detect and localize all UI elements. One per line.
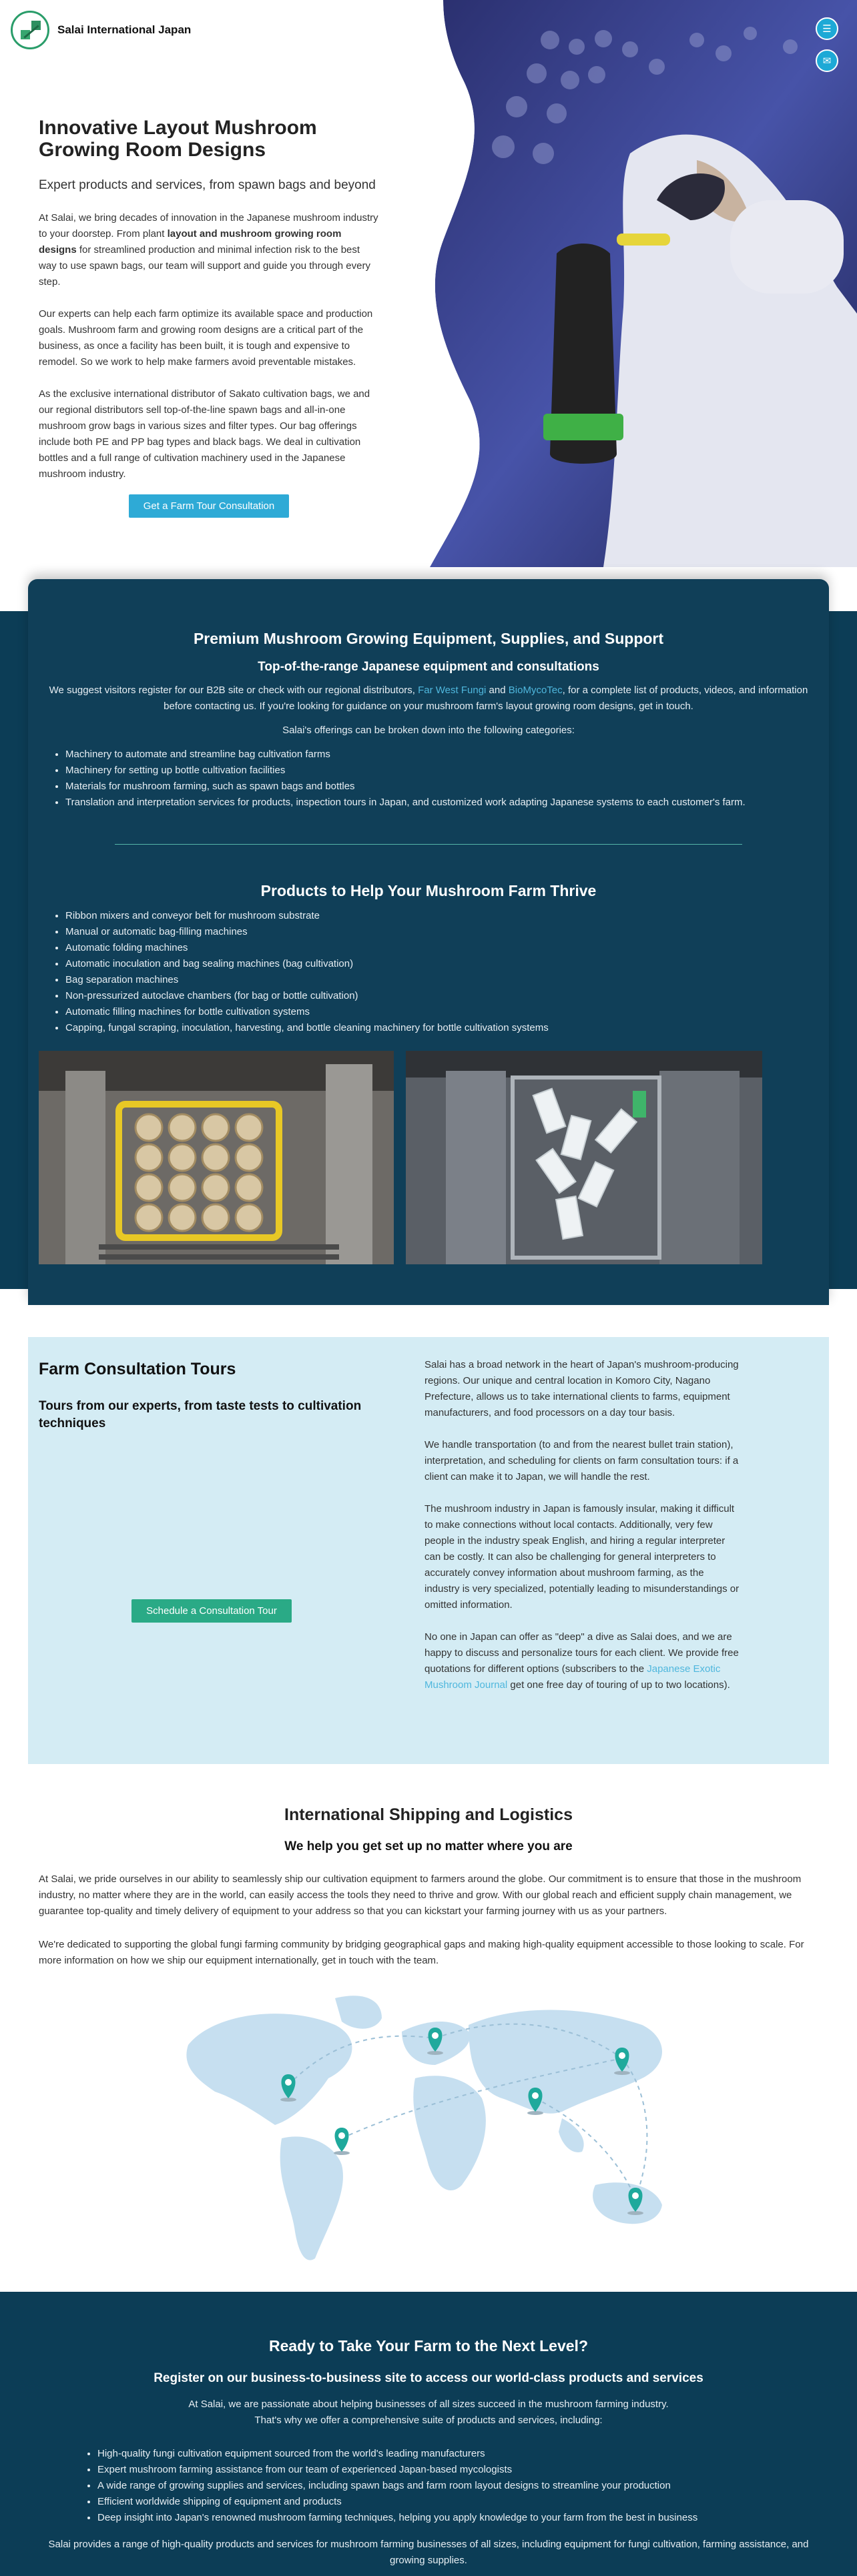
bottle-machine-photo: [39, 1051, 394, 1264]
shipping-title: International Shipping and Logistics: [284, 1805, 573, 1824]
premium-card: [28, 579, 829, 1305]
site-header: [0, 0, 427, 60]
ready-section: [0, 2292, 857, 2576]
side-icons: [816, 17, 838, 81]
list-item: • A wide range of growing supplies and services, including spawn bags and farm room layout designs to streamline your production: [97, 2478, 857, 2494]
list-item: • Bag separation machines: [65, 972, 818, 988]
hero-title: Innovative Layout Mushroom Growing Room Designs: [39, 117, 317, 161]
premium-title: Premium Mushroom Growing Equipment, Supplies, and Support: [193, 630, 664, 647]
schedule-tour-button[interactable]: Schedule a Consultation Tour: [131, 1599, 292, 1623]
list-item: • High-quality fungi cultivation equipment sourced from the world's leading manufacturers: [97, 2446, 857, 2462]
list-item: • Capping, fungal scraping, inoculation, harvesting, and bottle cleaning machinery for bottle cultivation systems: [65, 1020, 818, 1036]
divider: [115, 844, 742, 845]
menu-icon[interactable]: ☰: [816, 17, 838, 40]
offerings-list: [65, 747, 818, 811]
ready-list: [97, 2446, 857, 2526]
hero-paragraph-1: At Salai, we bring decades of innovation in the Japanese mushroom industry to your doorstep. From plant layout and mushroom growing room designs for streamlined production and minimal infection risk to the best way to use spawn bags, our team will support and guide you through every step.: [39, 212, 378, 288]
premium-paragraph-1: We suggest visitors register for our B2B site or check with our regional distributors, Far West Fungi and BioMycoTec, for a complete list of products, videos, and information before contacting us. If you're looking for guidance on your mushroom farm's layout growing room designs, get in touch.: [49, 685, 808, 712]
list-item: • Non-pressurized autoclave chambers (for bag or bottle cultivation): [65, 988, 818, 1004]
ready-title: Ready to Take Your Farm to the Next Level?: [268, 2337, 588, 2354]
machinery-photos: [39, 1051, 829, 1264]
shipping-section: [0, 1805, 857, 2278]
list-item: • Deep insight into Japan's renowned mushroom farming techniques, helping you apply knowledge to your farm from the best in business: [97, 2510, 857, 2526]
bag-machine-photo: [406, 1051, 762, 1264]
list-item: • Ribbon mixers and conveyor belt for mushroom substrate: [65, 908, 818, 924]
consult-subtitle: Tours from our experts, from taste tests to cultivation techniques: [39, 1399, 362, 1430]
list-item: • Manual or automatic bag-filling machines: [65, 924, 818, 940]
hero-paragraph-3: As the exclusive international distributor of Sakato cultivation bags, we and our regional distributors sell top-of-the-line spawn bags and all-in-one mushroom grow bags in various sizes and filter types. Our bag offerings include both PE and PP bag types and black bags. We deal in cultivation bottles and a full range of cultivation machinery used in the Japanese mushroom industry.: [39, 388, 370, 480]
consult-title: Farm Consultation Tours: [39, 1360, 236, 1378]
far-west-fungi-link[interactable]: Far West Fungi: [418, 685, 487, 696]
list-item: • Translation and interpretation services for products, inspection tours in Japan, and customized work adapting Japanese systems to each customer's farm.: [65, 795, 818, 811]
premium-subtitle: Top-of-the-range Japanese equipment and consultations: [258, 660, 599, 674]
farm-tour-button[interactable]: Get a Farm Tour Consultation: [129, 494, 289, 518]
hero-subtitle: Expert products and services, from spawn bags and beyond: [39, 178, 376, 192]
ready-subtitle: Register on our business-to-business site to access our world-class products and services: [154, 2371, 703, 2385]
list-item: • Machinery for setting up bottle cultivation facilities: [65, 763, 818, 779]
list-item: • Automatic filling machines for bottle cultivation systems: [65, 1004, 818, 1020]
shipping-subtitle: We help you get set up no matter where you are: [284, 1839, 573, 1853]
ready-footer-text: Salai provides a range of high-quality products and services for mushroom farming businesses of all sizes, including equipment for fungi cultivation, farming assistance, and growing supplies.: [48, 2539, 809, 2566]
list-item: • Expert mushroom farming assistance from our team of experienced Japan-based mycologists: [97, 2462, 857, 2478]
list-item: • Automatic folding machines: [65, 940, 818, 956]
consult-paragraph-3: The mushroom industry in Japan is famously insular, making it difficult to make connections without local contacts. Additionally, very few people in the industry speak English, and hiring a regular interpreter can be costly. It can also be challenging for general interpreters to accurately convey information about mushroom farming, as the industry is very specialized, potentially leading to misunderstandings or omitted information.: [424, 1503, 740, 1611]
list-item: • Efficient worldwide shipping of equipment and products: [97, 2494, 857, 2510]
products-title: Products to Help Your Mushroom Farm Thrive: [260, 882, 597, 899]
shipping-paragraph-2: We're dedicated to supporting the global fungi farming community by bridging geographical gaps and making high-quality equipment accessible to those looking to scale. For more information on how we ship our equipment internationally, get in touch with the team.: [39, 1939, 804, 1966]
hero-section: [0, 0, 857, 567]
journal-link[interactable]: Japanese Exotic Mushroom Journal: [424, 1663, 721, 1691]
hero-paragraph-2: Our experts can help each farm optimize its available space and production goals. Mushroom farm and growing room designs are a critical part of the business, as once a facility has been built, it is tough and expensive to remodel. So we work to help make farmers avoid preventable mistakes.: [39, 308, 373, 368]
premium-section: [0, 611, 857, 1289]
logo-icon[interactable]: [11, 11, 49, 49]
consult-paragraph-2: We handle transportation (to and from the nearest bullet train station), interpretation, and scheduling for clients on farm consultation tours: if a client can make it to Japan, we will handle the rest.: [424, 1439, 739, 1482]
list-item: • Machinery to automate and streamline bag cultivation farms: [65, 747, 818, 763]
products-list: [65, 908, 818, 1036]
premium-paragraph-2: Salai's offerings can be broken down into the following categories:: [282, 725, 575, 736]
hero-photo-worker: [416, 0, 857, 567]
brand-name[interactable]: Salai International Japan: [57, 23, 192, 36]
shipping-paragraph-1: At Salai, we pride ourselves in our ability to seamlessly ship our cultivation equipment to farmers around the globe. Our commitment is to ensure that those in the mushroom industry, no matter where they are in the world, can easily access the tools they need to thrive and grow. With our global reach and efficient supply chain management, we guarantee top-quality and timely delivery of equipment to your address so that you can kickstart your farming journey with us as your partners.: [39, 1873, 802, 1917]
list-item: • Materials for mushroom farming, such as spawn bags and bottles: [65, 779, 818, 795]
consult-paragraph-1: Salai has a broad network in the heart of Japan's mushroom-producing regions. Our unique and central location in Komoro City, Nagano Prefecture, allows us to take international clients to farms, equipment manufacturers, and food processors on a day tour basis.: [424, 1359, 739, 1418]
mail-icon[interactable]: ✉: [816, 49, 838, 72]
consult-section: [28, 1337, 829, 1764]
consult-paragraph-4: No one in Japan can offer as "deep" a dive as Salai does, and we are happy to discuss and personalize tours for each client. We provide free quotations for different options (subscribers to the Japanese Exotic Mushroom Journal get one free day of touring of up to two locations).: [424, 1631, 739, 1691]
ready-paragraph-1: At Salai, we are passionate about helping businesses of all sizes succeed in the mushroom farming industry. That's why we offer a comprehensive suite of products and services, including:: [188, 2399, 669, 2426]
list-item: • Automatic inoculation and bag sealing machines (bag cultivation): [65, 956, 818, 972]
hero-text: [39, 117, 379, 518]
biomycotec-link[interactable]: BioMycoTec: [508, 685, 563, 696]
world-map-illustration: [162, 1985, 695, 2278]
